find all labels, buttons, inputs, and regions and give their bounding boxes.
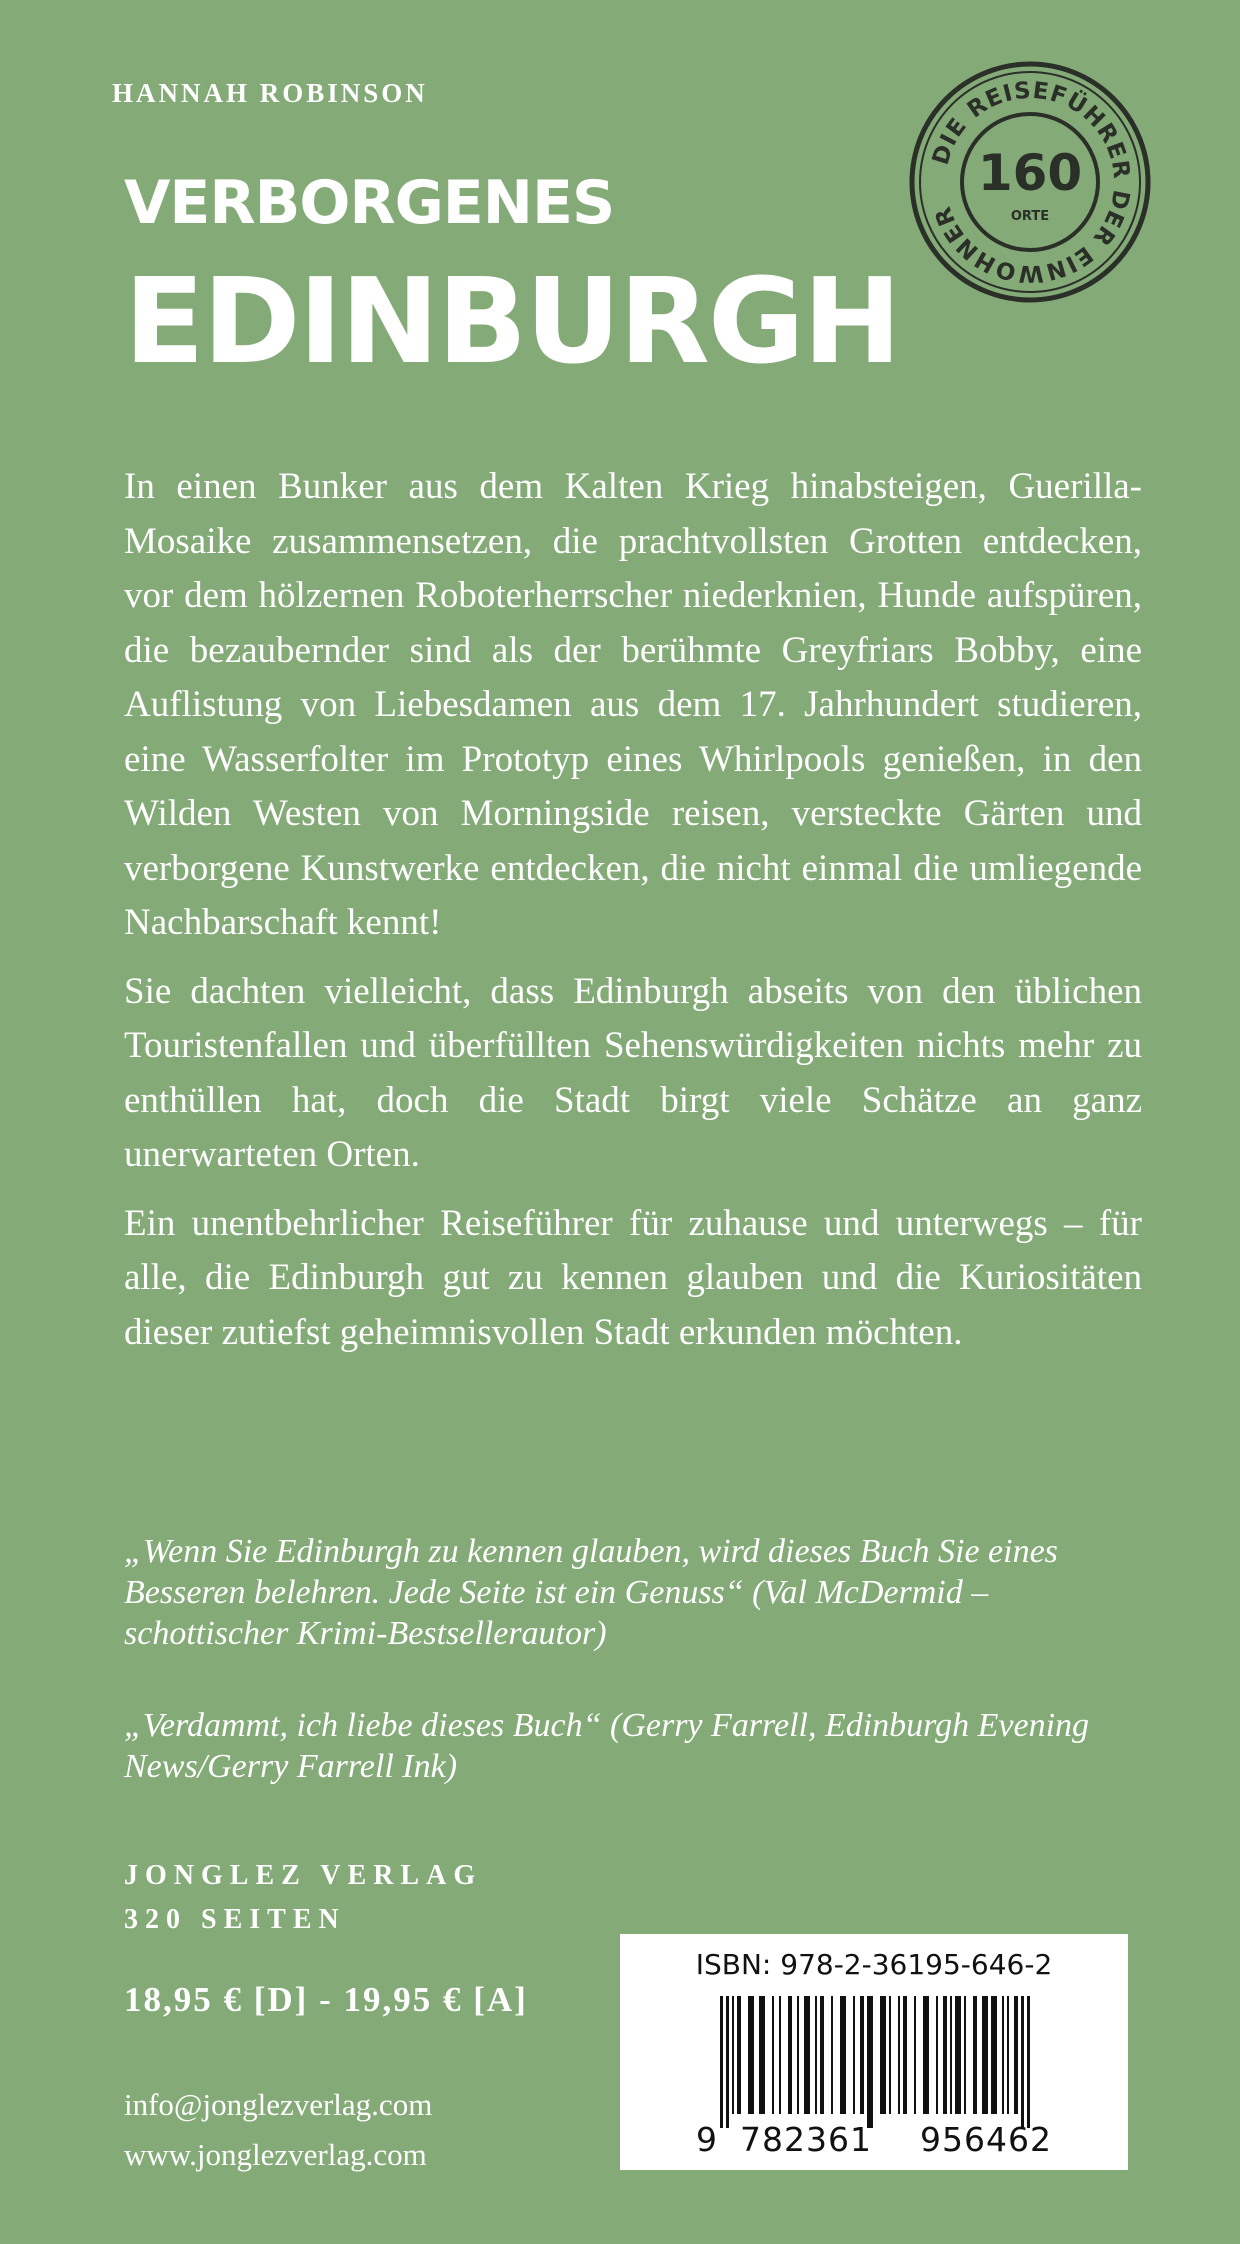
review-quote-2: „Verdammt, ich liebe dieses Buch“ (Gerry Farrell, Edinburgh Evening News/Gerry Farrell Ink) [124,1707,1090,1785]
stamp-seal-icon [906,58,1154,306]
barcode-bar [820,1996,824,2114]
stamp-number: 160 [977,144,1083,202]
barcode-bar [943,1996,947,2114]
barcode-bar [748,1996,754,2114]
barcode-bar [788,1996,792,2114]
author-name: HANNAH ROBINSON [112,78,428,108]
isbn-label: ISBN: 978-2-36195-646-2 [695,1948,1053,1981]
barcode-bar [950,1996,952,2114]
barcode-bar [1027,1996,1030,2128]
publisher-info [124,1854,482,1942]
barcode-bar [955,1996,961,2114]
barcode-bar [860,1996,864,2114]
barcode-digits-right: 956462 [920,2120,1052,2159]
publisher-email: info@jonglezverlag.com [124,2087,433,2122]
barcode-bar [732,1996,734,2114]
page-count: 320 SEITEN [124,1904,346,1935]
barcode-bar [772,1996,774,2114]
publisher-website: www.jonglezverlag.com [124,2137,427,2172]
barcode-bar [898,1996,900,2114]
stamp-unit: ORTE [1010,209,1050,224]
contact-info [124,2080,432,2180]
barcode-digit-first: 9 [696,2120,718,2159]
barcode-bar [804,1996,810,2114]
blurb-paragraph-2: Sie dachten vielleicht, dass Edinburgh abseits von den üblichen Touristenfallen und überfüllten Sehenswürdigkeiten nichts mehr zu enthüllen hat, doch die Stadt birgt viele Schätze an ganz unerwarteten Orten. [124,970,1142,1175]
barcode-bar [1021,1996,1024,2128]
barcode-bar [880,1996,886,2114]
barcode-bar [797,1996,799,2114]
barcode-bar [779,1996,781,2114]
barcode-bar [867,1996,873,2128]
barcode-bar [889,1996,891,2114]
price: 18,95 € [D] - 19,95 € [A] [124,1980,528,2019]
barcode-bar [815,1996,817,2114]
barcode-bar [903,1996,907,2114]
barcode-bar [991,1996,997,2114]
stamp-arc-text: DIE REISEFÜHRER DER EINWOHNER [927,77,1135,287]
barcode-digits-left: 782361 [740,2120,872,2159]
barcode-bar [726,1996,729,2128]
barcode-bar [1002,1996,1004,2114]
barcode-bar [1007,1996,1009,2114]
blurb-paragraph-3: Ein unentbehrlicher Reiseführer für zuhause und unterwegs – für alle, die Edinburgh gut zu kennen glauben und die Kuriositäten dieser zutiefst geheimnisvollen Stadt erkunden möchten. [124,1202,1142,1353]
blurb [124,460,1142,1374]
barcode-bar [853,1996,855,2114]
barcode-bar [964,1996,966,2114]
barcode-bar [720,1996,723,2128]
barcode-bar [923,1996,929,2114]
barcode-bar [973,1996,977,2114]
blurb-paragraph-1: In einen Bunker aus dem Kalten Krieg hinabsteigen, Guerilla-Mosaike zusammensetzen, die prachtvollsten Grotten entdecken, vor dem hölzernen Roboterherrscher niederknien, Hunde aufspüren, die bezaubernder sind als der berühmte Greyfriars Bobby, eine Auflistung von Liebesdamen aus dem 17. Jahrhundert studieren, eine Wasserfolter im Prototyp eines Whirlpools genießen, in den Wilden Westen von Morningside reisen, versteckte Gärten und verborgene Kunstwerke entdecken, die nicht einmal die umliegende Nachbarschaft kennt! [124,466,1142,943]
barcode-bar [737,1996,741,2114]
title-line-1: VERBORGENES [124,168,615,238]
barcode-panel [620,1934,1128,2170]
title-line-2: EDINBURGH [124,252,900,390]
review-quote-1: „Wenn Sie Edinburgh zu kennen glauben, wird dieses Buch Sie eines Besseren belehren. Jede Seite ist ein Genuss“ (Val McDermid – schottischer Krimi-Bestsellerautor) [124,1533,1058,1652]
barcode-bar [840,1996,846,2114]
barcode-bar [1014,1996,1018,2114]
barcode-bar [831,1996,833,2114]
publisher-name: JONGLEZ VERLAG [124,1860,483,1891]
barcode-bar [759,1996,765,2114]
barcode-bar [982,1996,988,2114]
barcode-bar [936,1996,938,2114]
barcode-bar [914,1996,916,2114]
